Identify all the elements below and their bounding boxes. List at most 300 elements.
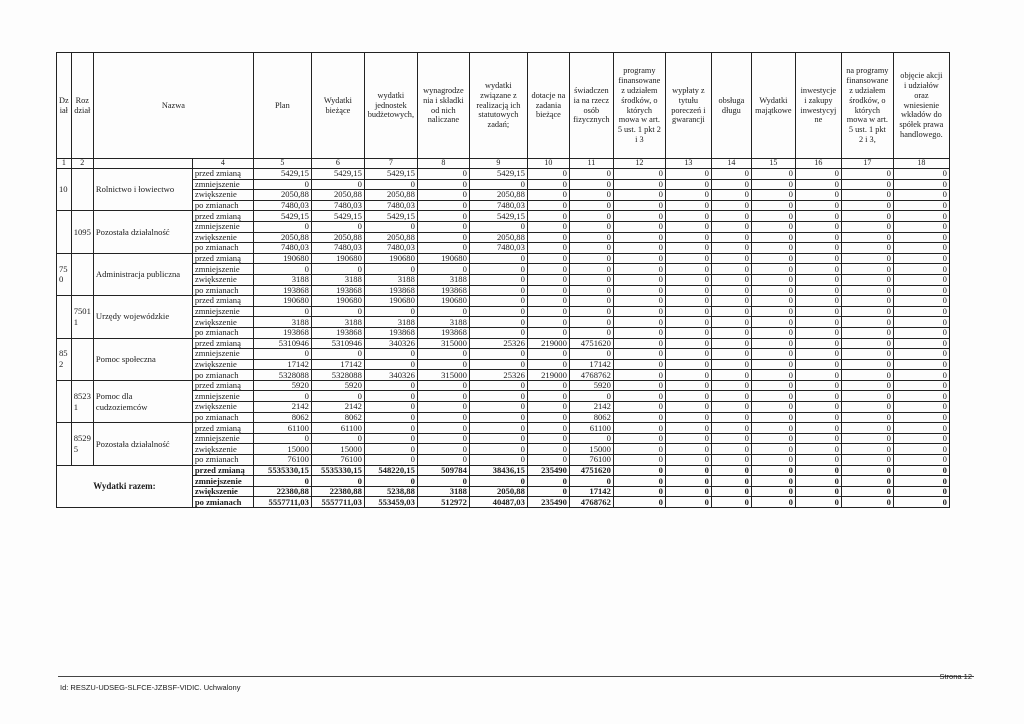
value-cell: 0 <box>469 412 527 423</box>
column-number: 15 <box>751 159 795 169</box>
value-cell: 0 <box>527 349 569 360</box>
table-row <box>57 380 950 391</box>
value-cell: 0 <box>795 476 841 487</box>
value-cell: 0 <box>417 306 469 317</box>
value-cell: 3188 <box>253 317 311 328</box>
change-type-label: zwiększenie <box>192 317 253 328</box>
value-cell: 3188 <box>311 317 364 328</box>
change-type-label: przed zmianą <box>192 380 253 391</box>
change-type-label: zwiększenie <box>192 359 253 370</box>
value-cell: 0 <box>751 285 795 296</box>
value-cell: 0 <box>711 232 751 243</box>
value-cell: 0 <box>665 433 711 444</box>
value-cell: 0 <box>893 296 949 307</box>
value-cell: 0 <box>751 370 795 381</box>
value-cell: 0 <box>364 391 417 402</box>
value-cell: 0 <box>527 486 569 497</box>
value-cell: 0 <box>893 391 949 402</box>
value-cell: 0 <box>751 327 795 338</box>
value-cell: 0 <box>469 306 527 317</box>
value-cell: 0 <box>527 327 569 338</box>
value-cell: 0 <box>665 402 711 413</box>
value-cell: 0 <box>795 253 841 264</box>
value-cell: 0 <box>417 264 469 275</box>
value-cell: 0 <box>665 412 711 423</box>
value-cell: 0 <box>751 169 795 180</box>
dzial-code: 10 <box>57 169 72 211</box>
value-cell: 0 <box>665 349 711 360</box>
document-id: Id: RESZU-UDSEG-SLFCE-JZBSF-VIDIC. Uchwalony <box>60 683 241 692</box>
value-cell: 2050,88 <box>253 190 311 201</box>
value-cell: 0 <box>711 317 751 328</box>
value-cell: 0 <box>613 338 665 349</box>
value-cell: 0 <box>527 296 569 307</box>
value-cell: 2050,88 <box>469 190 527 201</box>
value-cell: 0 <box>893 264 949 275</box>
value-cell: 0 <box>311 433 364 444</box>
value-cell: 3188 <box>253 274 311 285</box>
value-cell: 0 <box>795 232 841 243</box>
value-cell: 0 <box>527 476 569 487</box>
rozdzial-code <box>71 169 93 211</box>
value-cell: 0 <box>795 370 841 381</box>
value-cell: 0 <box>841 296 893 307</box>
value-cell: 61100 <box>311 423 364 434</box>
value-cell: 3188 <box>417 274 469 285</box>
value-cell: 0 <box>665 179 711 190</box>
value-cell: 5920 <box>311 380 364 391</box>
value-cell: 0 <box>841 211 893 222</box>
value-cell: 5429,15 <box>364 211 417 222</box>
value-cell: 0 <box>527 179 569 190</box>
value-cell: 0 <box>613 190 665 201</box>
value-cell: 0 <box>841 391 893 402</box>
value-cell: 0 <box>364 412 417 423</box>
total-label: Wydatki razem: <box>57 465 193 507</box>
value-cell: 0 <box>893 306 949 317</box>
value-cell: 190680 <box>364 253 417 264</box>
value-cell: 0 <box>613 359 665 370</box>
column-number: 13 <box>665 159 711 169</box>
value-cell: 0 <box>527 253 569 264</box>
page-number: Strona 12 <box>939 672 972 681</box>
value-cell: 0 <box>711 476 751 487</box>
value-cell: 0 <box>841 169 893 180</box>
column-number: 11 <box>569 159 613 169</box>
value-cell: 0 <box>417 190 469 201</box>
value-cell: 0 <box>417 433 469 444</box>
value-cell: 7480,03 <box>311 200 364 211</box>
value-cell: 0 <box>711 285 751 296</box>
value-cell: 0 <box>795 349 841 360</box>
change-type-label: przed zmianą <box>192 423 253 434</box>
value-cell: 235490 <box>527 497 569 508</box>
value-cell: 4751620 <box>569 465 613 476</box>
value-cell: 0 <box>311 349 364 360</box>
value-cell: 0 <box>469 433 527 444</box>
value-cell: 0 <box>527 380 569 391</box>
value-cell: 5429,15 <box>311 169 364 180</box>
value-cell: 0 <box>569 211 613 222</box>
change-type-label: po zmianach <box>192 412 253 423</box>
value-cell: 0 <box>841 264 893 275</box>
value-cell: 0 <box>665 190 711 201</box>
value-cell: 61100 <box>253 423 311 434</box>
value-cell: 0 <box>613 253 665 264</box>
value-cell: 25326 <box>469 338 527 349</box>
value-cell: 0 <box>893 359 949 370</box>
value-cell: 2050,88 <box>311 190 364 201</box>
value-cell: 0 <box>613 221 665 232</box>
value-cell: 7480,03 <box>253 243 311 254</box>
value-cell: 0 <box>469 264 527 275</box>
value-cell: 0 <box>841 221 893 232</box>
value-cell: 0 <box>893 402 949 413</box>
value-cell: 2142 <box>253 402 311 413</box>
value-cell: 0 <box>417 423 469 434</box>
table-row <box>57 423 950 434</box>
value-cell: 0 <box>841 200 893 211</box>
value-cell: 0 <box>469 253 527 264</box>
change-type-label: zwiększenie <box>192 444 253 455</box>
value-cell: 193868 <box>364 327 417 338</box>
value-cell: 5328088 <box>253 370 311 381</box>
value-cell: 0 <box>527 306 569 317</box>
value-cell: 0 <box>751 190 795 201</box>
value-cell: 0 <box>795 359 841 370</box>
value-cell: 0 <box>417 444 469 455</box>
value-cell: 190680 <box>311 296 364 307</box>
value-cell: 0 <box>665 444 711 455</box>
value-cell: 0 <box>527 444 569 455</box>
value-cell: 0 <box>417 169 469 180</box>
value-cell: 0 <box>893 190 949 201</box>
value-cell: 0 <box>795 243 841 254</box>
value-cell: 0 <box>364 179 417 190</box>
value-cell: 0 <box>795 211 841 222</box>
value-cell: 0 <box>364 476 417 487</box>
value-cell: 0 <box>569 169 613 180</box>
value-cell: 5238,88 <box>364 486 417 497</box>
value-cell: 5920 <box>253 380 311 391</box>
value-cell: 0 <box>795 169 841 180</box>
value-cell: 0 <box>711 296 751 307</box>
value-cell: 0 <box>665 221 711 232</box>
column-header: świadczen ia na rzecz osób fizycznych <box>569 53 613 159</box>
value-cell: 0 <box>469 179 527 190</box>
value-cell: 0 <box>841 486 893 497</box>
value-cell: 22380,88 <box>311 486 364 497</box>
value-cell: 0 <box>751 296 795 307</box>
value-cell: 0 <box>711 327 751 338</box>
value-cell: 190680 <box>253 253 311 264</box>
value-cell: 76100 <box>569 455 613 466</box>
value-cell: 0 <box>751 391 795 402</box>
change-type-label: zmniejszenie <box>192 391 253 402</box>
value-cell: 0 <box>311 221 364 232</box>
value-cell: 0 <box>751 433 795 444</box>
value-cell: 0 <box>841 317 893 328</box>
value-cell: 0 <box>795 338 841 349</box>
value-cell: 0 <box>613 444 665 455</box>
value-cell: 193868 <box>311 327 364 338</box>
value-cell: 0 <box>751 476 795 487</box>
value-cell: 0 <box>711 433 751 444</box>
section-name: Pozostała działalność <box>93 211 192 253</box>
change-type-label: zwiększenie <box>192 486 253 497</box>
value-cell: 0 <box>751 274 795 285</box>
value-cell: 0 <box>569 190 613 201</box>
change-type-label: przed zmianą <box>192 211 253 222</box>
value-cell: 0 <box>469 455 527 466</box>
dzial-code <box>57 211 72 253</box>
value-cell: 0 <box>711 497 751 508</box>
value-cell: 0 <box>253 221 311 232</box>
value-cell: 0 <box>795 391 841 402</box>
value-cell: 0 <box>893 349 949 360</box>
value-cell: 0 <box>795 190 841 201</box>
value-cell: 0 <box>311 264 364 275</box>
value-cell: 0 <box>751 264 795 275</box>
value-cell: 0 <box>751 317 795 328</box>
value-cell: 5310946 <box>253 338 311 349</box>
value-cell: 0 <box>253 433 311 444</box>
value-cell: 0 <box>711 412 751 423</box>
value-cell: 0 <box>364 264 417 275</box>
value-cell: 4768762 <box>569 370 613 381</box>
value-cell: 0 <box>364 423 417 434</box>
section-name: Pomoc dla cudzoziemców <box>93 380 192 422</box>
value-cell: 0 <box>711 359 751 370</box>
value-cell: 5429,15 <box>253 211 311 222</box>
value-cell: 0 <box>665 211 711 222</box>
value-cell: 0 <box>527 243 569 254</box>
value-cell: 0 <box>364 306 417 317</box>
value-cell: 2050,88 <box>364 232 417 243</box>
change-type-label: przed zmianą <box>192 465 253 476</box>
value-cell: 0 <box>527 391 569 402</box>
value-cell: 0 <box>795 497 841 508</box>
table-row <box>57 296 950 307</box>
value-cell: 0 <box>795 444 841 455</box>
value-cell: 0 <box>527 232 569 243</box>
value-cell: 0 <box>613 274 665 285</box>
table-row <box>57 465 950 476</box>
value-cell: 0 <box>613 200 665 211</box>
value-cell: 0 <box>364 359 417 370</box>
change-type-label: po zmianach <box>192 285 253 296</box>
value-cell: 190680 <box>364 296 417 307</box>
column-header: wydatki jednostek budżetowych, <box>364 53 417 159</box>
value-cell: 0 <box>569 433 613 444</box>
value-cell: 0 <box>469 349 527 360</box>
value-cell: 3188 <box>417 317 469 328</box>
value-cell: 190680 <box>311 253 364 264</box>
value-cell: 0 <box>469 317 527 328</box>
budget-table-sheet <box>56 52 950 508</box>
column-number: 5 <box>253 159 311 169</box>
value-cell: 0 <box>613 370 665 381</box>
value-cell: 0 <box>253 391 311 402</box>
value-cell: 0 <box>711 264 751 275</box>
value-cell: 0 <box>841 190 893 201</box>
column-header: dotacje na zadania bieżące <box>527 53 569 159</box>
value-cell: 0 <box>751 486 795 497</box>
value-cell: 0 <box>893 179 949 190</box>
value-cell: 5535330,15 <box>311 465 364 476</box>
value-cell: 5557711,03 <box>253 497 311 508</box>
value-cell: 0 <box>665 306 711 317</box>
value-cell: 509784 <box>417 465 469 476</box>
value-cell: 22380,88 <box>253 486 311 497</box>
value-cell: 17142 <box>311 359 364 370</box>
value-cell: 7480,03 <box>364 200 417 211</box>
value-cell: 0 <box>795 221 841 232</box>
value-cell: 0 <box>613 232 665 243</box>
value-cell: 0 <box>417 349 469 360</box>
value-cell: 0 <box>613 476 665 487</box>
value-cell: 0 <box>665 200 711 211</box>
value-cell: 0 <box>711 190 751 201</box>
value-cell: 0 <box>665 327 711 338</box>
value-cell: 0 <box>527 264 569 275</box>
value-cell: 3188 <box>417 486 469 497</box>
value-cell: 0 <box>417 476 469 487</box>
value-cell: 5429,15 <box>311 211 364 222</box>
change-type-label: przed zmianą <box>192 253 253 264</box>
value-cell: 0 <box>795 402 841 413</box>
value-cell: 0 <box>711 253 751 264</box>
change-type-label: po zmianach <box>192 455 253 466</box>
value-cell: 0 <box>893 327 949 338</box>
value-cell: 2050,88 <box>364 190 417 201</box>
value-cell: 0 <box>417 455 469 466</box>
value-cell: 0 <box>751 306 795 317</box>
value-cell: 0 <box>527 455 569 466</box>
value-cell: 0 <box>795 200 841 211</box>
value-cell: 0 <box>569 179 613 190</box>
value-cell: 0 <box>613 349 665 360</box>
value-cell: 0 <box>613 317 665 328</box>
value-cell: 0 <box>665 391 711 402</box>
column-number-row <box>57 159 950 169</box>
value-cell: 0 <box>751 497 795 508</box>
value-cell: 4768762 <box>569 497 613 508</box>
value-cell: 0 <box>841 455 893 466</box>
value-cell: 0 <box>841 412 893 423</box>
value-cell: 5920 <box>569 380 613 391</box>
column-header: obsługa długu <box>711 53 751 159</box>
column-number <box>93 159 192 169</box>
value-cell: 5557711,03 <box>311 497 364 508</box>
value-cell: 193868 <box>253 285 311 296</box>
value-cell: 15000 <box>569 444 613 455</box>
value-cell: 0 <box>527 190 569 201</box>
value-cell: 193868 <box>417 285 469 296</box>
value-cell: 0 <box>665 486 711 497</box>
value-cell: 0 <box>253 476 311 487</box>
value-cell: 0 <box>795 380 841 391</box>
dzial-code <box>57 296 72 338</box>
value-cell: 0 <box>527 285 569 296</box>
change-type-label: przed zmianą <box>192 338 253 349</box>
value-cell: 0 <box>711 306 751 317</box>
column-number: 6 <box>311 159 364 169</box>
value-cell: 0 <box>613 264 665 275</box>
value-cell: 38436,15 <box>469 465 527 476</box>
value-cell: 0 <box>841 359 893 370</box>
value-cell: 0 <box>893 476 949 487</box>
value-cell: 0 <box>795 433 841 444</box>
value-cell: 0 <box>711 465 751 476</box>
value-cell: 0 <box>711 338 751 349</box>
change-type-label: po zmianach <box>192 327 253 338</box>
dzial-code <box>57 380 72 422</box>
value-cell: 17142 <box>569 359 613 370</box>
value-cell: 193868 <box>311 285 364 296</box>
value-cell: 0 <box>613 380 665 391</box>
column-header: Nazwa <box>93 53 253 159</box>
value-cell: 0 <box>527 274 569 285</box>
value-cell: 0 <box>893 169 949 180</box>
value-cell: 0 <box>613 433 665 444</box>
value-cell: 0 <box>711 349 751 360</box>
value-cell: 0 <box>364 380 417 391</box>
rozdzial-code <box>71 253 93 295</box>
value-cell: 0 <box>527 402 569 413</box>
change-type-label: zmniejszenie <box>192 349 253 360</box>
value-cell: 190680 <box>417 253 469 264</box>
value-cell: 0 <box>841 253 893 264</box>
value-cell: 0 <box>841 380 893 391</box>
value-cell: 0 <box>613 306 665 317</box>
value-cell: 0 <box>417 380 469 391</box>
rozdzial-code: 1095 <box>71 211 93 253</box>
value-cell: 0 <box>613 391 665 402</box>
column-number: 16 <box>795 159 841 169</box>
column-number: 1 <box>57 159 72 169</box>
value-cell: 548220,15 <box>364 465 417 476</box>
change-type-label: przed zmianą <box>192 169 253 180</box>
value-cell: 0 <box>469 391 527 402</box>
value-cell: 0 <box>665 359 711 370</box>
value-cell: 2050,88 <box>311 232 364 243</box>
value-cell: 0 <box>751 243 795 254</box>
value-cell: 0 <box>417 359 469 370</box>
value-cell: 0 <box>751 444 795 455</box>
value-cell: 0 <box>751 455 795 466</box>
value-cell: 0 <box>841 433 893 444</box>
value-cell: 0 <box>613 423 665 434</box>
value-cell: 0 <box>795 179 841 190</box>
value-cell: 0 <box>311 306 364 317</box>
change-type-label: zwiększenie <box>192 274 253 285</box>
value-cell: 0 <box>665 317 711 328</box>
change-type-label: zmniejszenie <box>192 179 253 190</box>
value-cell: 340326 <box>364 370 417 381</box>
value-cell: 0 <box>665 476 711 487</box>
value-cell: 0 <box>711 211 751 222</box>
value-cell: 0 <box>711 221 751 232</box>
value-cell: 0 <box>665 274 711 285</box>
change-type-label: zwiększenie <box>192 190 253 201</box>
value-cell: 0 <box>711 274 751 285</box>
value-cell: 0 <box>841 179 893 190</box>
value-cell: 0 <box>417 200 469 211</box>
value-cell: 8062 <box>569 412 613 423</box>
value-cell: 0 <box>613 455 665 466</box>
value-cell: 0 <box>569 243 613 254</box>
